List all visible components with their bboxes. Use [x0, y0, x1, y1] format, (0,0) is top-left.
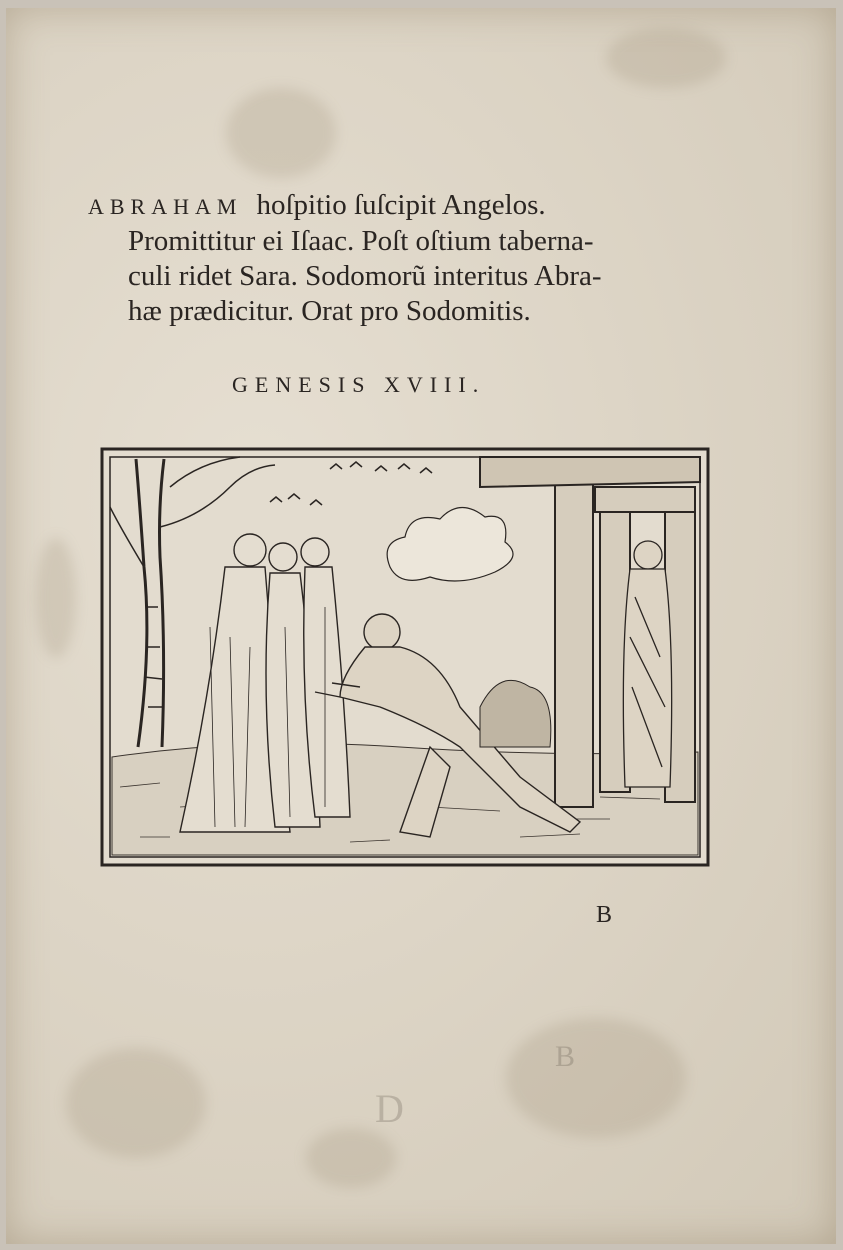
show-through-mark-1: D [375, 1086, 404, 1131]
heading-line-2: Promittitur ei Iſaac. Poſt oſtium taberna- [128, 225, 594, 257]
heading-line-3: culi ridet Sara. Sodomorũ interitus Abra- [128, 260, 602, 292]
woodcut-illustration [100, 447, 710, 867]
heading-line-1 [88, 188, 728, 224]
chapter-title: GENESIS XVIII. [232, 372, 486, 397]
heading-caps-name: ABRAHAM [88, 194, 243, 219]
signature-mark: B [596, 902, 613, 928]
heading-line-4: hæ prædicitur. Orat pro Sodomitis. [128, 295, 531, 327]
show-through-mark-2: B [555, 1040, 576, 1073]
heading-text [88, 188, 728, 329]
heading-line-1-rest: hoſpitio ſuſcipit Angelos. [256, 189, 546, 221]
